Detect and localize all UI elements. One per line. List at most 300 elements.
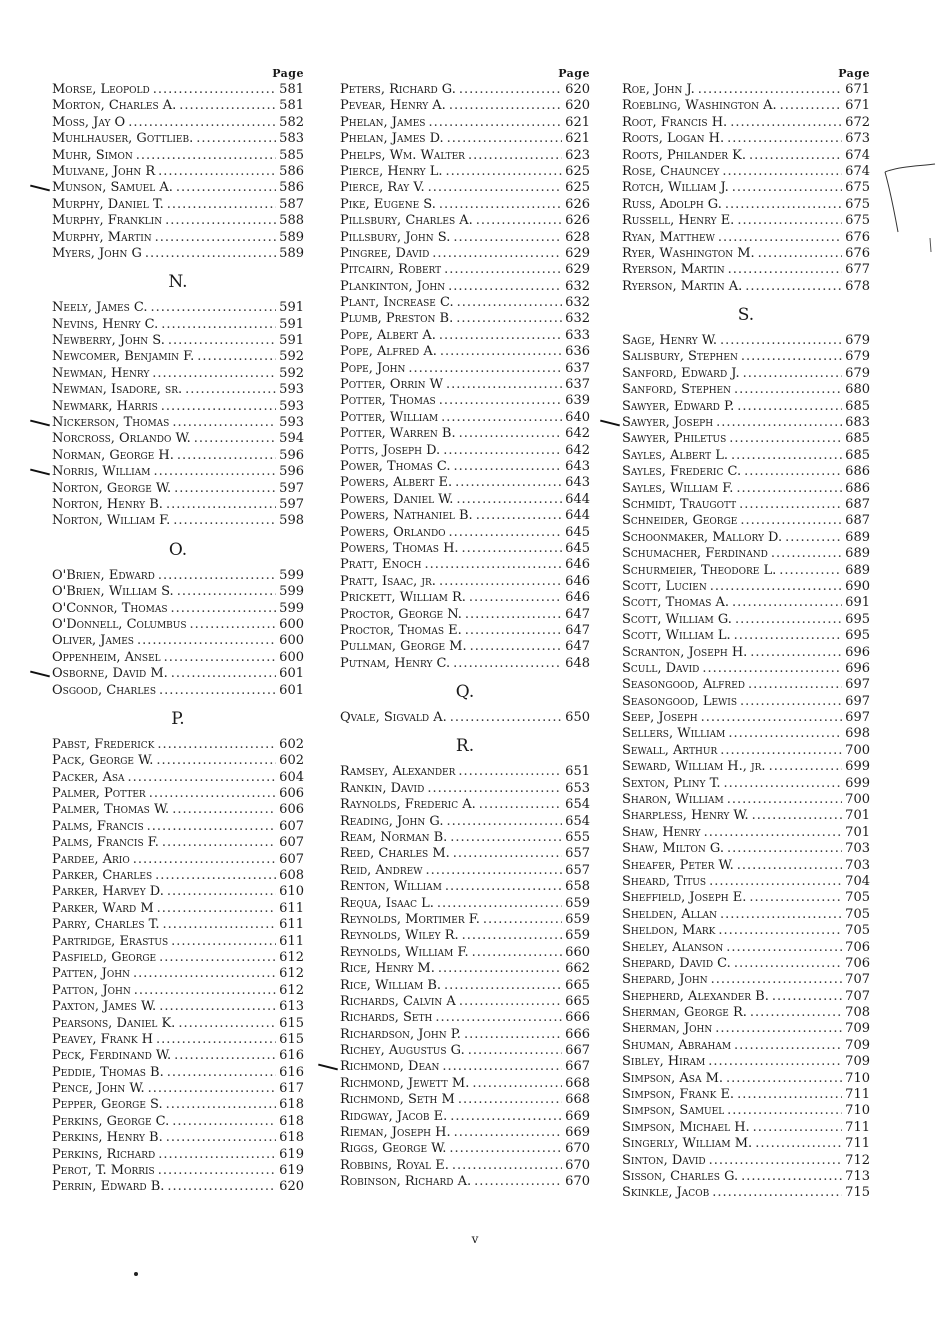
leader-dots [190, 617, 277, 633]
index-entry [622, 694, 870, 710]
leader-dots [153, 82, 276, 98]
entry-page-number: 696 [845, 660, 870, 676]
entry-name: Phelan, James [340, 114, 426, 130]
index-entry [622, 579, 870, 595]
entry-page-number: 667 [565, 1059, 590, 1075]
entry-name: Sayles, Albert L. [622, 447, 729, 463]
entry-page-number: 646 [565, 557, 590, 573]
leader-dots [128, 770, 277, 786]
leader-dots [735, 612, 842, 628]
index-entry [340, 994, 590, 1010]
page-column-header: Page [558, 67, 590, 80]
entry-page-number: 703 [845, 841, 870, 857]
entry-page-number: 643 [565, 475, 590, 491]
entry-page-number: 644 [565, 491, 590, 507]
section-letter: S. [737, 305, 755, 326]
entry-page-number: 699 [845, 759, 870, 775]
leader-dots [464, 1027, 562, 1043]
entry-name: Seep, Joseph [622, 710, 698, 726]
entry-name: Reid, Andrew [340, 862, 423, 878]
entry-name: Reed, Charles M. [340, 846, 450, 862]
leader-dots [737, 858, 842, 874]
entry-page-number: 599 [279, 584, 304, 600]
leader-dots [158, 568, 276, 584]
index-entry [622, 464, 870, 480]
entry-name: Richmond, Seth M [340, 1092, 455, 1108]
entry-name: Sawyer, Philetus [622, 431, 727, 447]
index-entry [622, 1153, 870, 1169]
entry-name: Roots, Logan H. [622, 131, 725, 147]
entry-name: Shuman, Abraham [622, 1037, 732, 1053]
index-entry [622, 710, 870, 726]
entry-page-number: 705 [845, 906, 870, 922]
entry-name: Richmond, Dean [340, 1059, 440, 1075]
index-entry [340, 1125, 590, 1141]
entry-page-number: 619 [279, 1146, 304, 1162]
leader-dots [179, 98, 276, 114]
leader-dots [779, 563, 842, 579]
leader-dots [453, 656, 562, 672]
leader-dots [167, 197, 276, 213]
leader-dots [452, 1158, 562, 1174]
leader-dots [159, 950, 276, 966]
leader-dots [728, 262, 843, 278]
leader-dots [462, 928, 563, 944]
index-entry [340, 115, 590, 131]
entry-name: Pearsons, Daniel K. [52, 1015, 176, 1031]
index-entry [622, 1185, 870, 1201]
entry-name: Qvale, Sigvald A. [340, 710, 447, 726]
index-entry [52, 300, 304, 316]
leader-dots [472, 1076, 562, 1092]
leader-dots [424, 557, 562, 573]
entry-page-number: 685 [845, 431, 870, 447]
index-entry [340, 246, 590, 262]
leader-dots [718, 923, 842, 939]
index-entry [622, 972, 870, 988]
entry-page-number: 665 [565, 977, 590, 993]
index-entry [52, 683, 304, 699]
entry-page-number: 678 [845, 278, 870, 294]
entry-page-number: 650 [565, 710, 590, 726]
entry-page-number: 592 [279, 349, 304, 365]
entry-page-number: 674 [845, 147, 870, 163]
entry-page-number: 668 [565, 1092, 590, 1108]
entry-name: Patten, John [52, 966, 130, 982]
page-column-header: Page [838, 67, 870, 80]
entry-name: Richmond, Jewett M. [340, 1075, 470, 1091]
leader-dots [708, 1054, 842, 1070]
entry-page-number: 643 [565, 458, 590, 474]
entry-name: Pasfield, George [52, 949, 157, 965]
entry-name: Pierce, Henry L. [340, 163, 443, 179]
entry-page-number: 711 [845, 1087, 870, 1103]
index-entry [340, 945, 590, 961]
index-entry [52, 1016, 304, 1032]
leader-dots [156, 753, 276, 769]
index-entry [340, 361, 590, 377]
index-section [52, 538, 304, 699]
index-entry [622, 1136, 870, 1152]
leader-dots [437, 896, 562, 912]
index-entry [622, 1120, 870, 1136]
entry-name: Russ, Adolph G. [622, 196, 722, 212]
leader-dots [149, 786, 276, 802]
column-sections [622, 82, 870, 1202]
entry-name: Skinkle, Jacob [622, 1185, 710, 1201]
entry-page-number: 686 [845, 464, 870, 480]
entry-page-number: 601 [279, 682, 304, 698]
index-entry [52, 917, 304, 933]
entry-name: Riggs, George W. [340, 1141, 447, 1157]
leader-dots [448, 279, 562, 295]
entry-page-number: 608 [279, 868, 304, 884]
leader-dots [174, 481, 276, 497]
index-entry [622, 628, 870, 644]
entry-name: Schneider, George [622, 513, 738, 529]
index-entry [52, 901, 304, 917]
leader-dots [440, 344, 562, 360]
entry-name: Rice, William B. [340, 977, 442, 993]
entry-page-number: 651 [565, 764, 590, 780]
entry-name: Schurmeier, Theodore L. [622, 562, 777, 578]
entry-page-number: 602 [279, 736, 304, 752]
entry-page-number: 673 [845, 131, 870, 147]
leader-dots [459, 994, 562, 1010]
pencil-tick-mark [30, 469, 50, 476]
entry-page-number: 690 [845, 578, 870, 594]
leader-dots [196, 131, 276, 147]
entry-page-number: 629 [565, 262, 590, 278]
entry-name: Roe, John J. [622, 82, 695, 97]
index-entry [622, 1038, 870, 1054]
entry-page-number: 620 [565, 82, 590, 97]
leader-dots [444, 978, 562, 994]
page-column-header: Page [272, 67, 304, 80]
leader-dots [450, 1109, 562, 1125]
index-entry [340, 797, 590, 813]
entry-name: Robinson, Richard A. [340, 1174, 472, 1190]
entry-name: Myers, John G [52, 245, 142, 261]
entry-name: Requa, Isaac L. [340, 895, 434, 911]
index-entry [622, 923, 870, 939]
index-entry [622, 1103, 870, 1119]
leader-dots [758, 246, 843, 262]
leader-dots [157, 901, 277, 917]
entry-name: Plankinton, John [340, 278, 446, 294]
entry-page-number: 618 [279, 1097, 304, 1113]
entry-name: Simpson, Michael H. [622, 1119, 750, 1135]
entry-page-number: 695 [845, 611, 870, 627]
leader-dots [177, 448, 276, 464]
leader-dots [454, 459, 563, 475]
entry-name: Singerly, William M. [622, 1136, 753, 1152]
entry-name: Sharpless, Henry W. [622, 808, 749, 824]
entry-name: Norcross, Orlando W. [52, 431, 191, 447]
entry-page-number: 611 [279, 933, 304, 949]
entry-name: Schmidt, Traugott [622, 496, 737, 512]
leader-dots [734, 628, 843, 644]
index-entry [622, 940, 870, 956]
index-entry [52, 1179, 304, 1195]
entry-page-number: 670 [565, 1174, 590, 1190]
leader-dots [446, 377, 562, 393]
index-entry [340, 863, 590, 879]
entry-name: Morse, Leopold [52, 82, 150, 97]
index-entry [622, 1071, 870, 1087]
entry-page-number: 706 [845, 939, 870, 955]
leader-dots [446, 814, 562, 830]
pencil-tick-mark [318, 1064, 338, 1071]
leader-dots [166, 1097, 277, 1113]
leader-dots [133, 966, 276, 982]
index-entry [52, 164, 304, 180]
entry-page-number: 615 [279, 1031, 304, 1047]
entry-page-number: 607 [279, 851, 304, 867]
index-section [622, 82, 870, 295]
entry-name: Rose, Chauncey [622, 163, 720, 179]
entry-name: Muhlhauser, Gottlieb. [52, 131, 194, 147]
entry-page-number: 689 [845, 562, 870, 578]
leader-dots [772, 989, 842, 1005]
leader-dots [449, 525, 563, 541]
entry-page-number: 620 [565, 98, 590, 114]
leader-dots [780, 98, 843, 114]
entry-page-number: 698 [845, 726, 870, 742]
entry-page-number: 659 [565, 895, 590, 911]
entry-page-number: 645 [565, 540, 590, 556]
entry-page-number: 619 [279, 1163, 304, 1179]
leader-dots [734, 382, 842, 398]
index-entry [622, 759, 870, 775]
entry-name: Ryan, Matthew [622, 229, 715, 245]
entry-page-number: 647 [565, 606, 590, 622]
leader-dots [166, 497, 276, 513]
entry-page-number: 671 [845, 98, 870, 114]
entry-page-number: 582 [279, 114, 304, 130]
entry-page-number: 647 [565, 622, 590, 638]
index-entry [340, 1076, 590, 1092]
entry-name: Pratt, Isaac, jr. [340, 573, 436, 589]
index-entry [340, 393, 590, 409]
entry-name: Powers, Nathaniel B. [340, 508, 473, 524]
entry-page-number: 599 [279, 567, 304, 583]
leader-dots [704, 825, 843, 841]
leader-dots [711, 972, 843, 988]
entry-page-number: 710 [845, 1070, 870, 1086]
entry-page-number: 705 [845, 890, 870, 906]
leader-dots [698, 82, 842, 98]
entry-name: Rotch, William J. [622, 180, 729, 196]
leader-dots [128, 115, 276, 131]
entry-name: Plumb, Preston B. [340, 311, 454, 327]
leader-dots [732, 595, 842, 611]
entry-page-number: 626 [565, 213, 590, 229]
index-entry [622, 874, 870, 890]
entry-page-number: 675 [845, 213, 870, 229]
entry-name: Sawyer, Edward P. [622, 398, 735, 414]
index-entry [340, 879, 590, 895]
entry-page-number: 672 [845, 114, 870, 130]
leader-dots [158, 1147, 276, 1163]
leader-dots [450, 830, 562, 846]
index-entry [52, 852, 304, 868]
index-entry [52, 633, 304, 649]
entry-name: Sellers, William [622, 726, 726, 742]
pencil-tick-mark [30, 671, 50, 678]
leader-dots [446, 164, 563, 180]
index-entry [622, 1087, 870, 1103]
leader-dots [153, 464, 276, 480]
leader-dots [483, 912, 562, 928]
index-entry [622, 262, 870, 278]
leader-dots [439, 574, 562, 590]
index-entry [340, 1043, 590, 1059]
entry-name: Renton, William [340, 879, 442, 895]
entry-name: Murphy, Franklin [52, 213, 163, 229]
entry-page-number: 645 [565, 524, 590, 540]
index-entry [622, 1054, 870, 1070]
entry-page-number: 655 [565, 830, 590, 846]
index-entry [52, 802, 304, 818]
entry-page-number: 695 [845, 628, 870, 644]
leader-dots [155, 230, 277, 246]
leader-dots [171, 934, 276, 950]
entry-page-number: 710 [845, 1103, 870, 1119]
entry-page-number: 703 [845, 857, 870, 873]
entry-name: Ramsey, Alexander [340, 764, 456, 780]
entry-page-number: 637 [565, 360, 590, 376]
index-entry [622, 726, 870, 742]
entry-name: Roots, Philander K. [622, 147, 747, 163]
leader-dots [745, 279, 842, 295]
entry-page-number: 669 [565, 1108, 590, 1124]
entry-name: Richey, Augustus G. [340, 1043, 465, 1059]
entry-page-number: 659 [565, 911, 590, 927]
index-entry [622, 661, 870, 677]
leader-dots [157, 737, 276, 753]
index-entry [52, 366, 304, 382]
index-entry [52, 382, 304, 398]
entry-name: Perkins, George C. [52, 1113, 170, 1129]
index-section [52, 82, 304, 262]
leader-dots [456, 311, 562, 327]
leader-dots [722, 164, 842, 180]
section-letter: O. [168, 539, 188, 560]
index-entry [340, 230, 590, 246]
entry-name: Roebling, Washington A. [622, 98, 777, 114]
entry-name: O'Brien, William S. [52, 584, 174, 600]
index-entry [52, 448, 304, 464]
entry-name: Oppenheim, Ansel [52, 649, 161, 665]
entry-page-number: 654 [565, 813, 590, 829]
index-entry [340, 279, 590, 295]
leader-dots [771, 546, 842, 562]
entry-page-number: 589 [279, 229, 304, 245]
entry-page-number: 697 [845, 677, 870, 693]
index-entry [340, 764, 590, 780]
leader-dots [472, 945, 563, 961]
leader-dots [750, 645, 842, 661]
index-entry [52, 230, 304, 246]
index-entry [340, 541, 590, 557]
entry-name: Sawyer, Joseph [622, 415, 714, 431]
index-entry [52, 148, 304, 164]
entry-page-number: 644 [565, 508, 590, 524]
entry-page-number: 706 [845, 955, 870, 971]
leader-dots [737, 399, 842, 415]
leader-dots [727, 841, 842, 857]
leader-dots [737, 1087, 842, 1103]
leader-dots [469, 590, 562, 606]
entry-name: Phelan, James D. [340, 131, 444, 147]
leader-dots [748, 677, 842, 693]
index-entry [52, 1081, 304, 1097]
entry-page-number: 611 [279, 917, 304, 933]
index-entry [622, 595, 870, 611]
index-entry [340, 928, 590, 944]
leader-dots [137, 633, 276, 649]
leader-dots [720, 333, 842, 349]
index-entry [340, 623, 590, 639]
index-entry [340, 814, 590, 830]
entry-name: Ridgway, Jacob E. [340, 1108, 448, 1124]
index-entry [622, 431, 870, 447]
entry-page-number: 632 [565, 295, 590, 311]
entry-page-number: 667 [565, 1043, 590, 1059]
entry-page-number: 700 [845, 742, 870, 758]
index-entry [622, 180, 870, 196]
entry-page-number: 600 [279, 649, 304, 665]
entry-name: Seward, William H., jr. [622, 759, 766, 775]
entry-name: Reynolds, William F. [340, 944, 469, 960]
entry-page-number: 591 [279, 316, 304, 332]
leader-dots [741, 349, 842, 365]
entry-page-number: 587 [279, 196, 304, 212]
index-entry [340, 639, 590, 655]
index-entry [622, 230, 870, 246]
entry-page-number: 626 [565, 196, 590, 212]
entry-page-number: 583 [279, 131, 304, 147]
margin-pencil-mark [880, 160, 940, 260]
entry-name: Palms, Francis [52, 818, 144, 834]
entry-name: Robbins, Royal E. [340, 1157, 449, 1173]
leader-dots [148, 1081, 277, 1097]
entry-page-number: 683 [845, 415, 870, 431]
entry-page-number: 600 [279, 616, 304, 632]
leader-dots [155, 868, 276, 884]
entry-name: Moss, Jay O [52, 114, 126, 130]
ink-speck [134, 1272, 138, 1276]
entry-name: Rieman, Joseph H. [340, 1125, 451, 1141]
leader-dots [439, 197, 562, 213]
entry-page-number: 679 [845, 349, 870, 365]
entry-name: Pratt, Enoch [340, 557, 422, 573]
entry-name: Perkins, Richard [52, 1146, 156, 1162]
leader-dots [474, 1174, 562, 1190]
index-entry [622, 82, 870, 98]
entry-page-number: 707 [845, 972, 870, 988]
leader-dots [164, 650, 277, 666]
leader-dots [744, 464, 842, 480]
index-entry [622, 989, 870, 1005]
entry-name: Potts, Joseph D. [340, 442, 441, 458]
entry-name: Potter, William [340, 409, 439, 425]
leader-dots [737, 213, 842, 229]
index-entry [340, 180, 590, 196]
entry-name: Sherman, George R. [622, 1005, 747, 1021]
leader-dots [749, 890, 842, 906]
